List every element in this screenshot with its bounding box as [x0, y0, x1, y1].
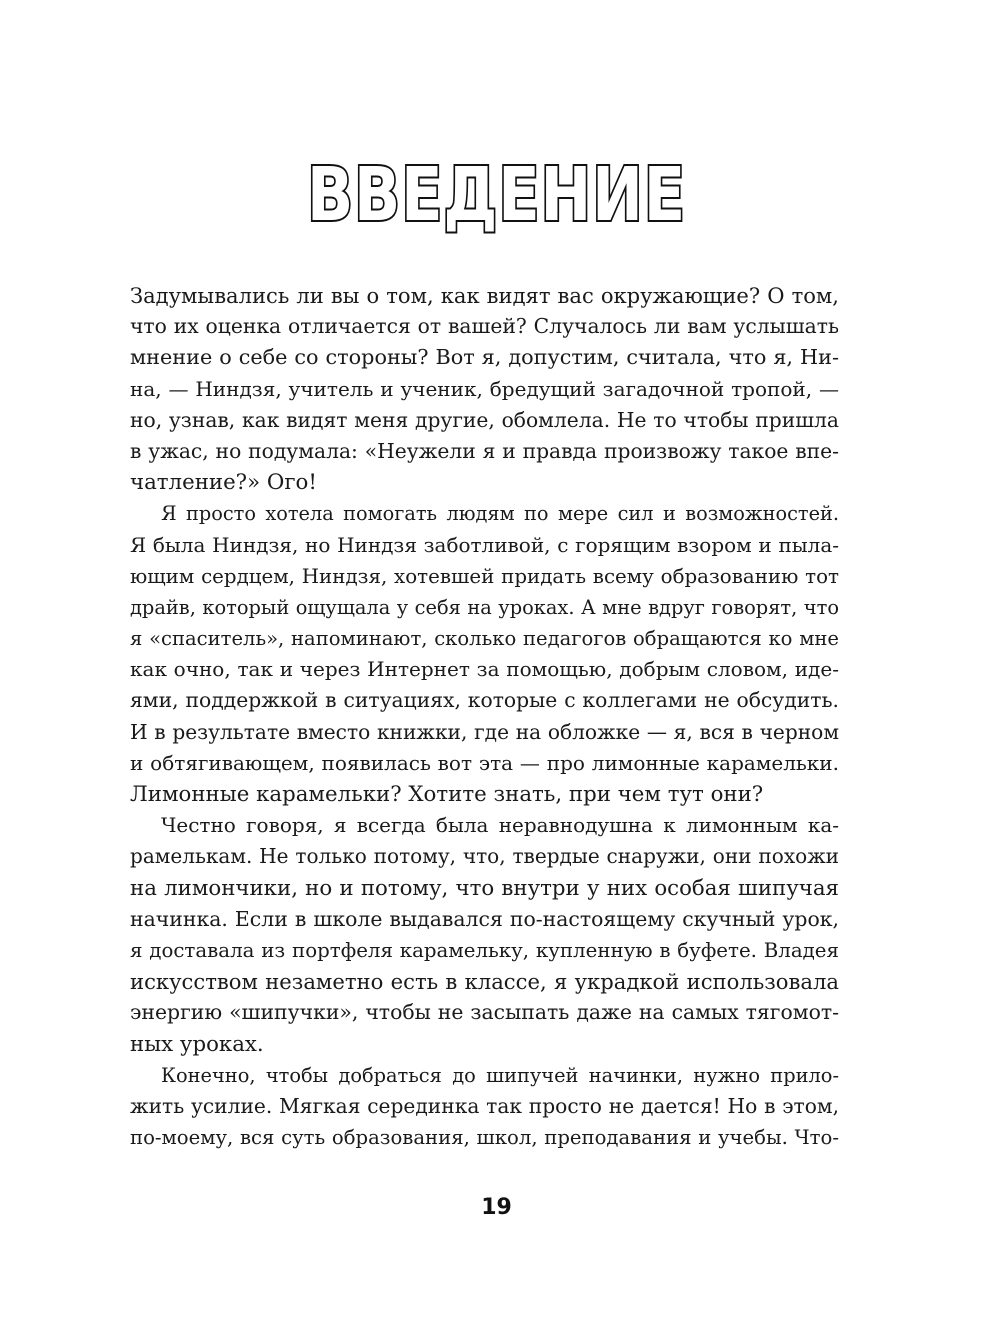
text-line: на, — Ниндзя, учитель и ученик, бредущий загадочной тропой, —: [130, 376, 839, 401]
text-line: и обтягивающем, появилась вот эта — про лимонные карамельки.: [130, 750, 839, 775]
text-line: мнение о себе со стороны? Вот я, допустим, считала, что я, Ни-: [130, 345, 839, 370]
text-line: рамелькам. Не только потому, что, твердые снаружи, они похожи: [130, 844, 839, 869]
text-line: ющим сердцем, Ниндзя, хотевшей придать всему образованию тот: [130, 564, 839, 588]
text-line: чатление?» Ого!: [130, 470, 317, 496]
text-line: ями, поддержкой в ситуациях, которые с коллегами не обсудить.: [130, 688, 839, 713]
text-line: Конечно, чтобы добраться до шипучей начинки, нужно прило-: [161, 1063, 839, 1087]
text-line: Задумывались ли вы о том, как видят вас окружающие? О том,: [130, 283, 839, 308]
text-line: в ужас, но подумала: «Неужели я и правда произвожу такое впе-: [130, 438, 839, 463]
text-line: что их оценка отличается от вашей? Случалось ли вам услышать: [130, 314, 839, 339]
text-line: как очно, так и через Интернет за помощью, добрым словом, иде-: [130, 657, 839, 682]
text-line: на лимончики, но и потому, что внутри у них особая шипучая: [130, 875, 839, 901]
text-line: драйв, который ощущала у себя на уроках. А мне вдруг говорят, что: [130, 595, 839, 619]
text-line: я доставала из портфеля карамельку, купленную в буфете. Владея: [130, 938, 839, 962]
text-line: Лимонные карамельки? Хотите знать, при чем тут они?: [130, 782, 764, 807]
text-line: Я просто хотела помогать людям по мере сил и возможностей.: [161, 502, 839, 526]
text-line: но, узнав, как видят меня другие, обомлела. Не то чтобы пришла: [130, 407, 839, 432]
text-line: я «спаситель», напоминают, сколько педагогов обращаются ко мне: [130, 627, 839, 651]
text-line: И в результате вместо книжки, где на обложке — я, вся в черном: [130, 719, 839, 744]
text-line: Я была Ниндзя, но Ниндзя заботливой, с горящим взором и пыла-: [130, 532, 839, 557]
text-line: жить усилие. Мягкая серединка так просто не дается! Но в этом,: [130, 1093, 839, 1118]
body-text: [130, 280, 839, 1153]
text-line: Честно говоря, я всегда была неравнодушна к лимонным ка-: [161, 813, 839, 838]
chapter-title: ВВЕДЕНИЕ: [306, 152, 687, 238]
text-line: по-моему, вся суть образования, школ, преподавания и учебы. Что-: [130, 1126, 839, 1150]
text-line: ных уроках.: [130, 1031, 264, 1057]
text-line: начинка. Если в школе выдавался по-настоящему скучный урок,: [130, 906, 839, 931]
text-line: энергию «шипучки», чтобы не засыпать даже на самых тягомот-: [130, 1000, 839, 1025]
text-line: искусством незаметно есть в классе, я украдкой использовала: [130, 969, 839, 995]
page-number: 19: [481, 1195, 512, 1220]
